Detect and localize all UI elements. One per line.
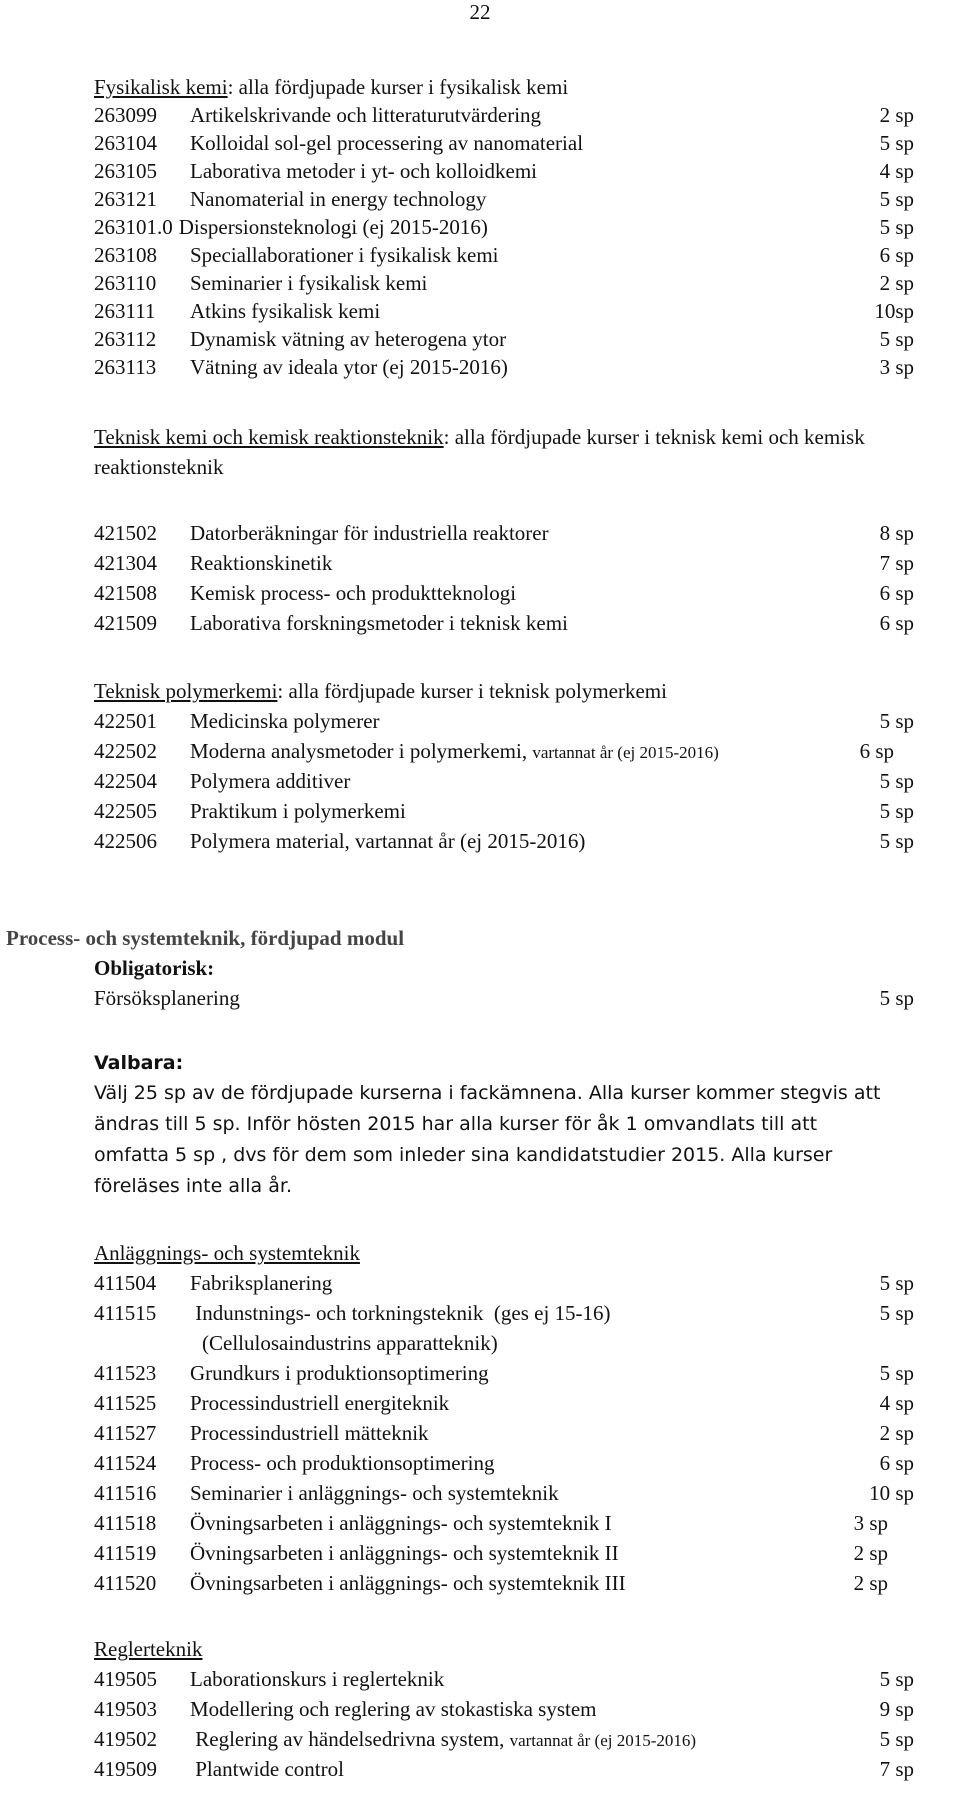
section-heading-teknisk-polymerkemi xyxy=(94,676,914,706)
course-credits: 3 sp xyxy=(853,1511,888,1535)
course-row xyxy=(94,736,914,766)
course-code: 263099 xyxy=(94,103,157,127)
course-name: Dispersionsteknologi (ej 2015-2016) xyxy=(178,215,488,239)
course-name: Processindustriell energiteknik xyxy=(190,1391,450,1415)
course-credits: 5 sp xyxy=(879,1361,914,1385)
course-row xyxy=(94,1724,914,1754)
course-code: 421509 xyxy=(94,611,157,635)
course-row xyxy=(94,1568,914,1598)
course-row xyxy=(94,1538,914,1568)
course-credits: 5 sp xyxy=(879,799,914,823)
section-heading-teknisk-kemi xyxy=(94,422,914,482)
course-row xyxy=(94,352,914,382)
course-code: 411504 xyxy=(94,1271,157,1295)
course-name: Laborativa metoder i yt- och kolloidkemi xyxy=(190,159,537,183)
course-credits: 5 sp xyxy=(879,986,914,1010)
course-code: 263113 xyxy=(94,355,157,379)
course-row xyxy=(94,100,914,130)
course-name: Speciallaborationer i fysikalisk kemi xyxy=(190,243,499,267)
course-code: 419502 xyxy=(94,1727,157,1751)
section-heading-text: : alla fördjupade kurser i teknisk kemi och kemisk reaktionsteknik xyxy=(94,425,865,479)
course-row xyxy=(94,983,914,1013)
course-credits: 4 sp xyxy=(879,159,914,183)
course-row xyxy=(94,1664,914,1694)
course-row xyxy=(94,1268,914,1298)
course-code: 263104 xyxy=(94,131,157,155)
course-code: 411516 xyxy=(94,1481,157,1505)
section-heading-text: : alla fördjupade kurser i teknisk polymerkemi xyxy=(277,679,667,703)
elective-text: Välj 25 sp av de fördjupade kurserna i fackämnena. Alla kurser kommer stegvis att ändras till 5 sp. Inför hösten 2015 har alla kurser för åk 1 omvandlats till att omfatta 5 sp , dvs för dem som inleder sina kandidatstudier 2015. Alla kurser föreläses inte alla år. xyxy=(94,1082,881,1197)
section-heading-anlaggningsteknik xyxy=(94,1238,914,1268)
course-credits: 2 sp xyxy=(879,1421,914,1445)
course-credits: 10sp xyxy=(874,299,914,323)
course-code: 422502 xyxy=(94,739,157,763)
course-row xyxy=(94,548,914,578)
course-code: 263108 xyxy=(94,243,157,267)
course-name: Artikelskrivande och litteraturutvärdering xyxy=(190,103,542,127)
course-credits: 7 sp xyxy=(879,1757,914,1781)
course-code: 411515 xyxy=(94,1301,157,1325)
course-row xyxy=(94,518,914,548)
course-row xyxy=(94,1478,914,1508)
course-credits: 5 sp xyxy=(879,1727,914,1751)
elective-label: Valbara: xyxy=(94,1052,184,1074)
course-code: 263111 xyxy=(94,299,156,323)
course-credits: 5 sp xyxy=(879,215,914,239)
course-code: 411523 xyxy=(94,1361,157,1385)
section-heading-link: Anläggnings- och systemteknik xyxy=(94,1241,360,1265)
course-credits: 6 sp xyxy=(859,739,894,763)
course-name: Fabriksplanering xyxy=(190,1271,333,1295)
course-code: 411524 xyxy=(94,1451,157,1475)
course-row xyxy=(94,608,914,638)
course-row xyxy=(94,1508,914,1538)
course-name: Övningsarbeten i anläggnings- och systemteknik I xyxy=(190,1511,612,1535)
course-credits: 5 sp xyxy=(879,829,914,853)
course-row xyxy=(94,1358,914,1388)
course-row xyxy=(94,296,914,326)
course-code: 422501 xyxy=(94,709,157,733)
course-name: Praktikum i polymerkemi xyxy=(190,799,406,823)
course-name: Indunstnings- och torkningsteknik (ges ej 15-16) xyxy=(190,1301,611,1325)
course-name: Övningsarbeten i anläggnings- och systemteknik III xyxy=(190,1571,626,1595)
course-credits: 7 sp xyxy=(879,551,914,575)
course-row xyxy=(94,324,914,354)
course-name: Seminarier i fysikalisk kemi xyxy=(190,271,428,295)
course-credits: 5 sp xyxy=(879,1271,914,1295)
course-credits: 4 sp xyxy=(879,1391,914,1415)
course-code: 422506 xyxy=(94,829,157,853)
course-name: Polymera material, vartannat år (ej 2015-2016) xyxy=(190,829,586,853)
course-code: 411520 xyxy=(94,1571,157,1595)
course-code: 263110 xyxy=(94,271,157,295)
course-credits: 5 sp xyxy=(879,131,914,155)
course-credits: 5 sp xyxy=(879,709,914,733)
section-heading-link: Teknisk polymerkemi xyxy=(94,679,278,703)
course-row xyxy=(94,1328,914,1358)
page-number: 22 xyxy=(469,0,491,24)
course-code: 421502 xyxy=(94,521,157,545)
course-credits: 10 sp xyxy=(869,1481,914,1505)
course-row xyxy=(94,1754,914,1784)
course-credits: 2 sp xyxy=(853,1541,888,1565)
course-row xyxy=(94,1448,914,1478)
course-credits: 2 sp xyxy=(853,1571,888,1595)
course-name: Vätning av ideala ytor (ej 2015-2016) xyxy=(190,355,508,379)
course-credits: 8 sp xyxy=(879,521,914,545)
course-row xyxy=(94,706,914,736)
section-heading-reglerteknik xyxy=(94,1634,914,1664)
course-row xyxy=(94,156,914,186)
course-code: 421304 xyxy=(94,551,157,575)
course-row xyxy=(94,1418,914,1448)
course-credits: 6 sp xyxy=(879,581,914,605)
course-credits: 3 sp xyxy=(879,355,914,379)
course-name: Processindustriell mätteknik xyxy=(190,1421,429,1445)
course-code: 421508 xyxy=(94,581,157,605)
course-name: Modellering och reglering av stokastiska system xyxy=(190,1697,597,1721)
course-row xyxy=(94,1694,914,1724)
course-name: Kolloidal sol-gel processering av nanomaterial xyxy=(190,131,584,155)
course-name: Grundkurs i produktionsoptimering xyxy=(190,1361,489,1385)
section-heading-fysikalisk-kemi xyxy=(94,72,914,102)
course-code: 422505 xyxy=(94,799,157,823)
course-name: Reglering av händelsedrivna system, xyxy=(190,1727,505,1751)
course-name: Plantwide control xyxy=(190,1757,344,1781)
course-credits: 9 sp xyxy=(879,1697,914,1721)
course-row xyxy=(94,1388,914,1418)
section-heading-link: Teknisk kemi och kemisk reaktionsteknik xyxy=(94,425,444,449)
section-heading-link: Fysikalisk kemi xyxy=(94,75,228,99)
course-name: Process- och produktionsoptimering xyxy=(190,1451,495,1475)
course-code: 263121 xyxy=(94,187,157,211)
course-note: vartannat år (ej 2015-2016) xyxy=(532,743,719,762)
course-name: Atkins fysikalisk kemi xyxy=(190,299,381,323)
section-heading-text: : alla fördjupade kurser i fysikalisk kemi xyxy=(227,75,569,99)
course-code: 263101.0 xyxy=(94,215,173,239)
course-credits: 6 sp xyxy=(879,611,914,635)
course-credits: 6 sp xyxy=(879,243,914,267)
course-credits: 5 sp xyxy=(879,1667,914,1691)
mandatory-label: Obligatorisk: xyxy=(94,956,215,980)
course-row xyxy=(94,240,914,270)
course-name: Polymera additiver xyxy=(190,769,351,793)
course-name: Medicinska polymerer xyxy=(190,709,380,733)
course-note: vartannat år (ej 2015-2016) xyxy=(509,1731,697,1750)
course-code: 419505 xyxy=(94,1667,157,1691)
course-name: Kemisk process- och produktteknologi xyxy=(190,581,517,605)
course-credits: 5 sp xyxy=(879,1301,914,1325)
course-code: 422504 xyxy=(94,769,157,793)
course-code: 411527 xyxy=(94,1421,157,1445)
course-row xyxy=(94,268,914,298)
course-row xyxy=(94,212,914,242)
course-code: 411519 xyxy=(94,1541,157,1565)
course-name: Övningsarbeten i anläggnings- och systemteknik II xyxy=(190,1541,619,1565)
course-name: Försöksplanering xyxy=(94,986,240,1010)
course-code: 263112 xyxy=(94,327,157,351)
course-credits: 2 sp xyxy=(879,103,914,127)
course-name: Laborationskurs i reglerteknik xyxy=(190,1667,445,1691)
course-code: 263105 xyxy=(94,159,157,183)
course-code: 411525 xyxy=(94,1391,157,1415)
course-credits: 5 sp xyxy=(879,327,914,351)
course-credits: 2 sp xyxy=(879,271,914,295)
course-credits: 6 sp xyxy=(879,1451,914,1475)
course-row xyxy=(94,766,914,796)
course-row xyxy=(94,1298,914,1328)
section-heading-link: Reglerteknik xyxy=(94,1637,203,1661)
course-code: 419503 xyxy=(94,1697,157,1721)
course-row xyxy=(94,128,914,158)
course-row xyxy=(94,826,914,856)
course-credits: 5 sp xyxy=(879,769,914,793)
course-name: Reaktionskinetik xyxy=(190,551,333,575)
course-name: Dynamisk vätning av heterogena ytor xyxy=(190,327,507,351)
module-title: Process- och systemteknik, fördjupad modul xyxy=(6,926,405,950)
course-row xyxy=(94,578,914,608)
course-name: Moderna analysmetoder i polymerkemi, xyxy=(190,739,528,763)
course-code: 411518 xyxy=(94,1511,157,1535)
course-credits: 5 sp xyxy=(879,187,914,211)
course-name: Seminarier i anläggnings- och systemteknik xyxy=(190,1481,559,1505)
course-row xyxy=(94,184,914,214)
course-name: (Cellulosaindustrins apparatteknik) xyxy=(202,1331,498,1355)
course-name: Nanomaterial in energy technology xyxy=(190,187,487,211)
course-name: Datorberäkningar för industriella reaktorer xyxy=(190,521,549,545)
course-row xyxy=(94,796,914,826)
course-code: 419509 xyxy=(94,1757,157,1781)
course-name: Laborativa forskningsmetoder i teknisk kemi xyxy=(190,611,568,635)
